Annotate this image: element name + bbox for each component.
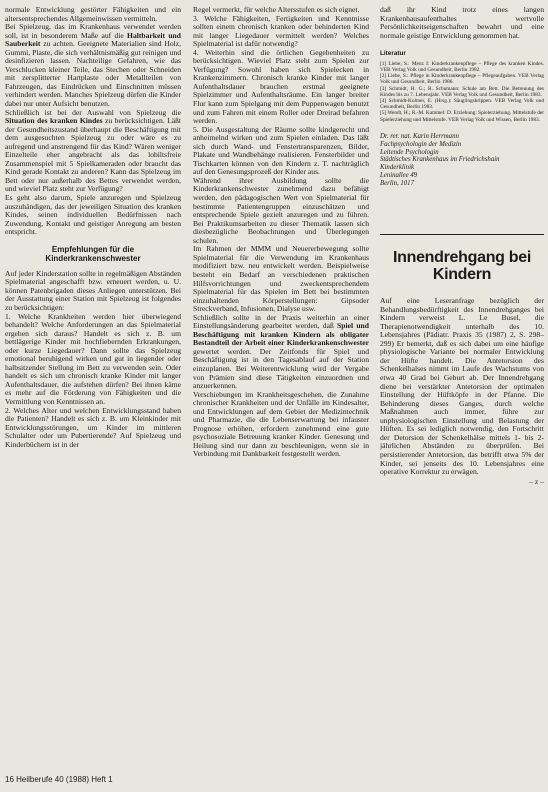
article-column-right (380, 6, 544, 764)
article-column-left (5, 6, 181, 764)
text-run: zu berücksichtigen. Läßt der Gesundheitszustand überhaupt die Beschäftigung mit dem ausgesuchten Spielzeug zu oder wäre es zu aufregend und anstrengend für das Kind? Wären weniger Einzelteile eher angebracht als das lobiltsfreie Zusammenspiel mit 5 Spielkameraden oder braucht das Kind gerade Kontakt zu anderen? Kann das Spielzeug im Bett oder nur außerhalb des Bettes verwendet werden, und wieviel Platz steht zur Verfügung? (5, 116, 181, 194)
box-text: Auf eine Leseranfrage bezüglich der Behandlungsbedürftigkeit des Innendrehganges bei Kindern verweist L. Le Busel, die Therapienotwendigkeit unterhalb des 10. Lebensjahres (Pädiatr. Praxis 35 (1987) 2, S. 298–299) Er bemerkt, daß es sich dabei um eine häufige physiologische Variante bei normaler Entwicklung der Hüfte handelt. Die Antetorsion des Schenkelhalses nimmt im Laufe des Wachstums von etwa 40 Grad bei Geburt ab. Der Innendrehgang diene bei verstärkter Antetorsion der optimalen Einstellung der Hüftköpfe in der Pfanne. Die Behinderung dieses Ganges, durch welche Maßnahmen auch immer, führe zur unphysiologischen Einstellung und Belastung der Hüften. Es sei lediglich notwendig, den Fortschritt der Detorsion der Schenkelhälse mittels 1- bis 2-jährlichen Abständen zu überprüfen. Bei persistierender Antetorsion, das betrifft etwa 5% der Kinder, sei jenseits des 10. Lebensjahres eine operative Korrektur zu erwägen. (380, 296, 544, 477)
literature-entry: [5] Wendt, H.; R.-M. Kammel: D. Erziehung: Spielerziehung. Mittelstufe der Spielerziehung und Mittelstufe. VEB Verlag Volk und Wissen, Berlin 1983. (380, 110, 544, 123)
author-line: Leninallee 49 (380, 172, 418, 180)
paragraph: 1. Welche Krankheiten werden hier überwiegend behandelt? Welche Anforderungen an das Spielmaterial ergeben sich daraus? Handelt es sich z. B. um bettlägerige Kinder mit hochfiebernden Erkrankungen, oder kurze Liegedauer? Dann sollte das Spielzeug emotional beruhigend wirken und gut in liegender oder halbsitzender Stellung im Bett zu verwenden sein. Oder handelt es sich um chronisch kranke Kinder mit langer Aufenthaltsdauer, die aufstehen dürfen? Bei ihnen käme es mehr auf die Förderung von Fähigkeiten und die Vermittlung von Kenntnissen an. (5, 311, 181, 406)
box-headline: Innendrehgang bei Kindern (392, 249, 532, 284)
box-signature: – z – (529, 476, 544, 486)
paragraph: 3. Welche Fähigkeiten, Fertigkeiten und Kenntnisse sollten einem chronisch kranken oder behinderten Kind mit langer Liegedauer vermittelt werden? Welches Spielmaterial ist dafür notwendig? (193, 13, 369, 49)
author-address (380, 133, 544, 188)
paragraph: Es geht also darum, Spiele anzuregen und Spielzeug auszuhändigen, das der jeweiligen Situation des kranken Kindes, seinen individuellen Bedürfnissen nach Zuwendung, Kontakt und geistiger Anregung am besten entspricht. (5, 193, 181, 237)
text-run: Schließlich sollte in der Praxis weiterhin an einer Einstellungsänderung gearbeitet werden, daß (193, 312, 369, 331)
paragraph (5, 109, 181, 194)
paragraph: 2. Welches Alter und welchen Entwicklungsstand haben die Patienten? Handelt es sich z. B. um Kleinkinder mit Entwicklungsstörungen, um Kinder im mittleren Schulalter oder um Pubertierende? Auf Spielzeug und Kinderbüchern ist in der (5, 405, 181, 449)
text-run: Bei Spielzeug, das im Krankenhaus verwendet werden soll, ist in besonderem Maße auf die (5, 22, 181, 40)
news-box (380, 234, 544, 486)
author-name: Dr. rer. nat. Karin Herrmann (380, 132, 459, 140)
paragraph: 5. Die Ausgestaltung der Räume sollte kindgerecht und anheimelnd wirken und zum Spielen einladen. Das läßt sich durch Wand- und Fenstertransparenzen, Bilder, Plakate und Wandbehänge realisieren. Fensterbilder und Tischkarten können von den Kindern z. T. nachträglich auf den Genesungsprozeß der Kinder aus. (193, 124, 369, 177)
section-subheading: Empfehlungen für die Kinderkrankenschwester (45, 244, 141, 264)
article-column-middle (193, 6, 369, 764)
paragraph: 4. Weiterhin sind die örtlichen Gegebenheiten zu berücksichtigen. Wieviel Platz steht zum Spielen zur Verfügung? Sowohl haben sich Spielecken in Krankenzimmern. Chronisch kranke Kinder mit langer Aufenthaltsdauer brauchen erstmal geeignete Spielzimmer und Aufenthaltsräume. Ein langer breiter Flur kann zum Spielgang mit dem Puppenwagen benutzt und zum Fahren mit einem Roller oder Dreirad befahren werden. (193, 47, 369, 126)
paragraph: normale Entwicklung gestörter Fähigkeiten und ein altersentsprechendes Allgemeinwissen vermitteln. (5, 6, 181, 23)
author-line: Städtisches Krankenhaus im Friedrichshain (380, 156, 500, 164)
paragraph (193, 314, 369, 391)
author-line: Leitende Psychologin (380, 148, 439, 156)
author-line: Fachpsychologin der Medizin (380, 140, 462, 148)
text-run: zu achten. Geeignete Materialien sind Holz, Gummi, Plaste, die sich verhältnismäßig gut reinigen und desinfizieren lassen. Nachteilige Gefahren, wie das Verschlucken kleiner Teile, das Stechen oder Schneiden mit zersplitterter Hartplaste oder Metallteilen von Fahrzeugen, das Eindrücken und Einschnitten müssen verhindert werden. Manches Spielzeug dürfen die Kinder dabei nur unter Aufsicht benutzen. (5, 39, 181, 109)
author-line: Berlin, 1017 (380, 180, 414, 188)
bold-phrase: Haltbarkeit und Sauberkeit (5, 30, 181, 49)
paragraph: Verschiebungen im Krankheitsgeschehen, die Zunahme chronischer Krankheiten und der Unfälle im Kindesalter, und Entwicklungen auf dem Gebiet der Medizintechnik und Pharmazie, die die Lebenserwartung bei infauster Prognose erhöhen, erfordern zunehmend eine gute psychosoziale Betreuung kranker Kinder. Genesung und Heilung sind nur dann zu beschleunigen, wenn sie in Verbindung mit Dankbarkeit festgestellt werden. (193, 389, 369, 459)
bold-phrase: Situation des kranken Kindes (5, 116, 103, 126)
literature-entry: [4] Schmidt-Kolmer, E. (Hrsg.): Säuglingskrippen. VEB Verlag Volk und Gesundheit, Berlin 1983. (380, 97, 544, 111)
bold-phrase: Spiel und Beschäftigung mit kranken Kindern als obligater Bestandteil der Arbeit einer Kinderkrankenschwester (193, 321, 369, 348)
text-run: Schließlich ist bei der Auswahl von Spielzeug die (5, 107, 181, 117)
paragraph: Während ihrer Ausbildung sollte die Kinderkrankenschwester zunehmend dazu befähigt werden, den pädagogischen Wert von Spielmaterial für bestimmte Patientengruppen einzuschätzen und entsprechende Spiele gezielt anzuregen und zu führen. Bei Praktikumsarbeiten zu dieser Thematik lassen sich diesbezügliche Beobachtungen und Überlegungen schulen. (193, 175, 369, 245)
paragraph: Im Rahmen der MMM und Neuererbewegung sollte Spielmaterial für die Verwendung im Krankenhaus modifiziert bzw. neu entwickelt werden. Beispielweise besteht ein Bedarf an verschiedenen praktischen Hilfsvorrichtungen und zweckentsprechendem Spielmaterial für das Spielen im Bett bei bestimmten einzuhaltenden Körperstellungen: Gipsoder Streckverband, Infusionen, Dialyse usw. (193, 244, 369, 314)
paragraph: Auf jeder Kinderstation sollte in regelmäßigen Abständen Spielmaterial angeschafft bzw. erneuert werden, u. U. können Patenbrigaden dieses Anliegen unterstützen. Bei der Ausstattung einer Station mit Spielzeug ist folgendes zu berücksichtigen: (5, 268, 181, 312)
literature-entry: [2] Liebe, S.: Pflege in Kinderkrankenpflege – Pflegeaufgaben. VEB Verlag Volk und Gesundheit, Berlin 1986. (380, 73, 544, 86)
literature-heading: Literatur (380, 50, 406, 58)
paragraph: daß ihr Kind trotz eines langen Krankenhausaufenthaltes wertvolle Persönlichkeitseigenschaften bewahrt und eine normale geistige Entwicklung genommen hat. (380, 6, 544, 40)
literature-entry: [1] Liebe, S.: Menz I: Kinderkrankenpflege – Pflege des kranken Kindes. VEB Verlag Volk und Gesundheit, Berlin 1982. (380, 60, 544, 73)
paragraph: Regel vermerkt, für welche Altersstufen es sich eignet. (193, 6, 360, 14)
text-run: gewertet werden. Der Zeitfonds für Spiel und Beschäftigung ist in den Tagesablauf auf der Station einzuplanen. Bei Weiterentwicklung wird der Vergabe von Prämien sind diese Tätigkeiten einzuordnen und anzuerkennen. (193, 346, 369, 391)
paragraph (5, 23, 181, 108)
page-footer: 16 Heilberufe 40 (1988) Heft 1 (5, 775, 113, 784)
author-line: Kinderklinik (380, 164, 414, 172)
literature-entry: [3] Schmidt, H. G.; R. Schumann: Schule am Bett. Die Betreuung des Kindes bis zu 7. Lebensjahr. VEB Verlag Volk und Gesundheit, Berlin 1983. (380, 85, 544, 98)
